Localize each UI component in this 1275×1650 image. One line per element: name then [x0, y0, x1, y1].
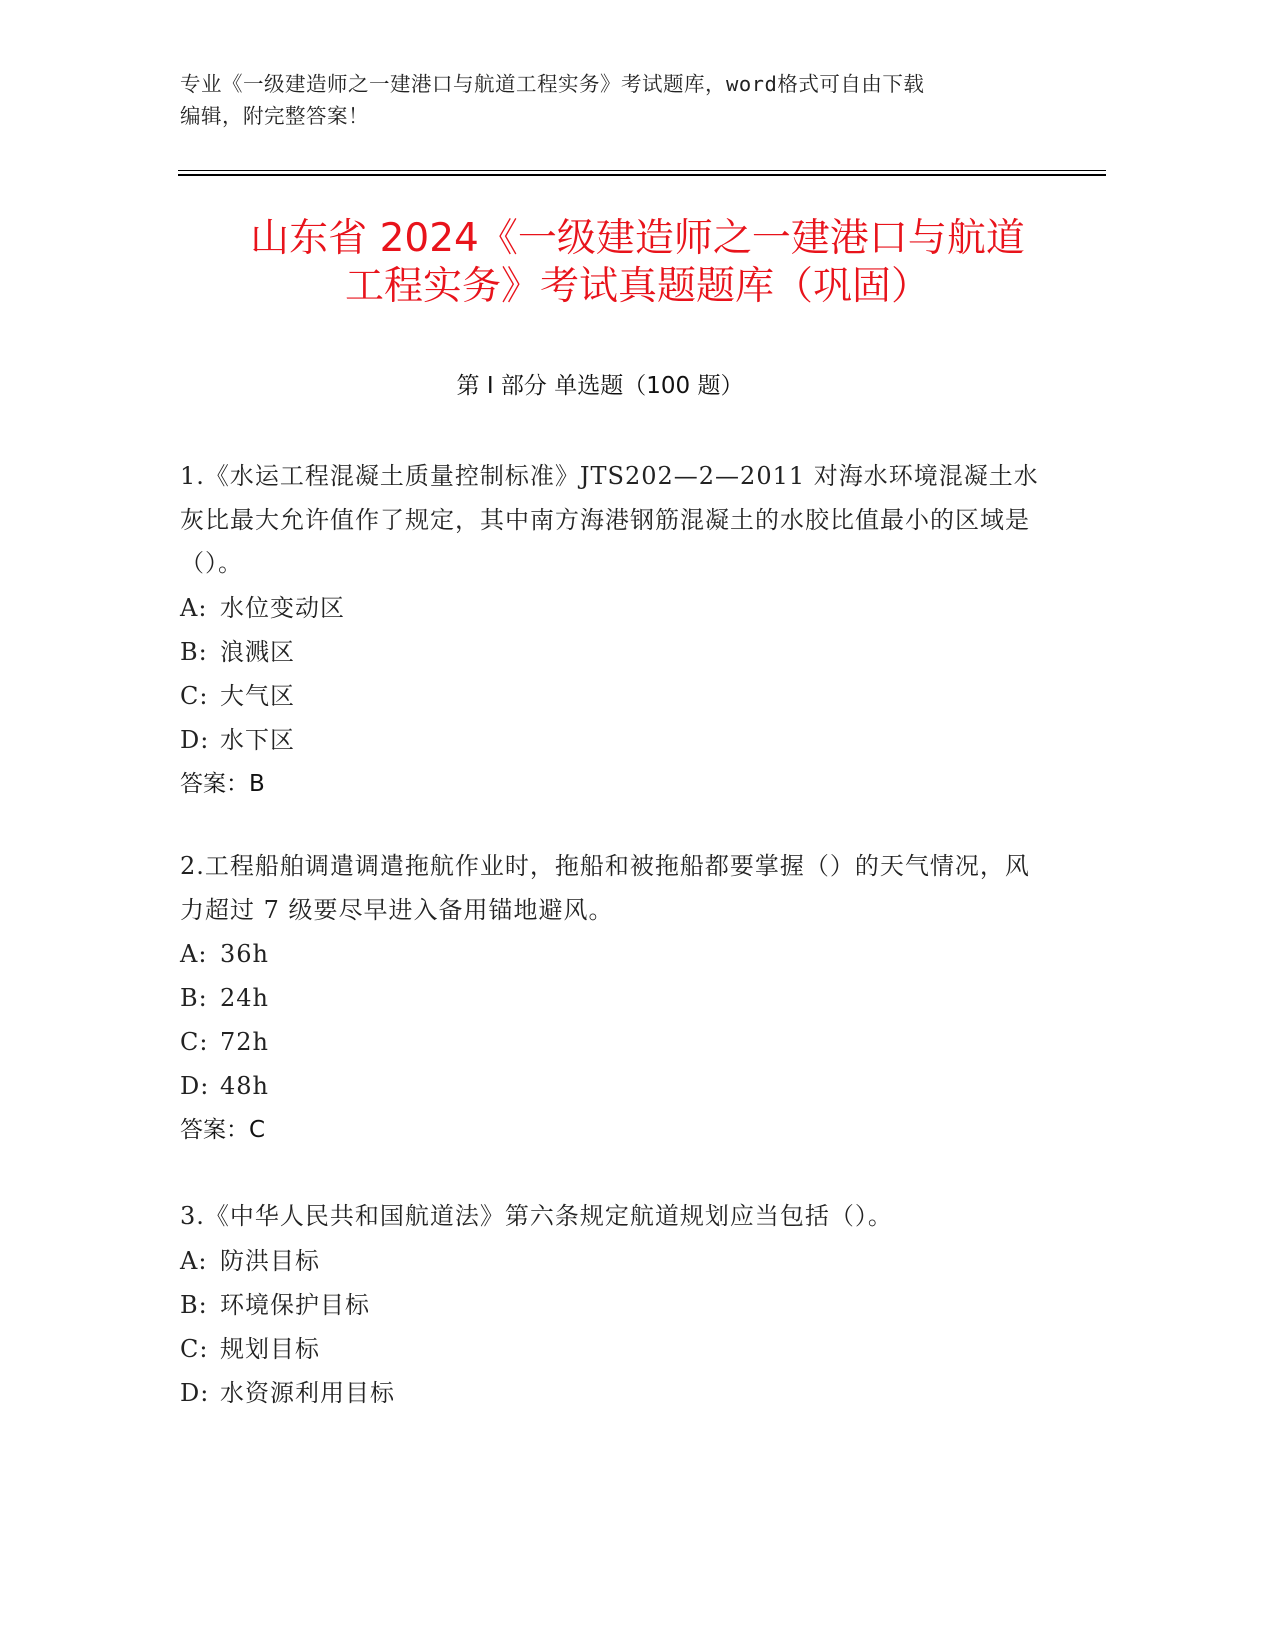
option-a: [180, 586, 1040, 630]
option-text: 浪溅区: [220, 637, 295, 666]
header-note-line-1: 专业《一级建造师之一建港口与航道工程实务》考试题库，word格式可自由下载: [180, 72, 925, 96]
document-title: [150, 215, 1125, 311]
answer-line: 答案：C: [180, 1117, 266, 1143]
option-text: 24h: [220, 984, 269, 1012]
option-text: 规划目标: [220, 1334, 320, 1363]
option-letter: B:: [180, 637, 208, 666]
option-text: 大气区: [220, 681, 295, 710]
option-text: 36h: [220, 940, 269, 968]
option-text: 水资源利用目标: [220, 1378, 395, 1407]
option-letter: C:: [180, 681, 209, 710]
option-letter: A:: [180, 940, 208, 968]
option-text: 防洪目标: [220, 1246, 320, 1275]
document-title-line-1: 山东省 2024《一级建造师之一建港口与航道: [250, 216, 1025, 261]
option-letter: A:: [180, 1246, 208, 1275]
question-stem: 3.《中华人民共和国航道法》第六条规定航道规划应当包括（）。: [180, 1202, 893, 1230]
option-c: [180, 1020, 1040, 1064]
option-text: 48h: [220, 1072, 269, 1100]
section-title: 第 I 部分 单选题（100 题）: [456, 373, 744, 399]
option-d: [180, 1371, 1040, 1415]
document-title-line-2: 工程实务》考试真题题库（巩固）: [344, 264, 930, 309]
header-divider-thick: [178, 174, 1106, 176]
question-block: [180, 1195, 1040, 1415]
option-letter: D:: [180, 1378, 210, 1407]
header-note-line-2: 编辑，附完整答案！: [180, 104, 369, 128]
option-letter: A:: [180, 593, 208, 622]
question-block: [180, 845, 1040, 1152]
option-b: [180, 1283, 1040, 1327]
option-text: 环境保护目标: [220, 1290, 370, 1319]
question-stem: 2.工程船舶调遣调遣拖航作业时，拖船和被拖船都要掌握（）的天气情况，风力超过 7 级要尽早进入备用锚地避风。: [180, 852, 1030, 924]
option-letter: C:: [180, 1334, 209, 1363]
option-letter: C:: [180, 1028, 209, 1056]
option-b: [180, 630, 1040, 674]
option-b: [180, 976, 1040, 1020]
option-c: [180, 1327, 1040, 1371]
option-text: 水下区: [220, 725, 295, 754]
option-letter: B:: [180, 1290, 208, 1319]
option-letter: D:: [180, 1072, 210, 1100]
answer-line: 答案：B: [180, 770, 265, 797]
option-letter: B:: [180, 984, 208, 1012]
option-letter: D:: [180, 725, 210, 754]
question-block: [180, 455, 1040, 806]
header-divider-thin: [178, 170, 1106, 171]
option-text: 水位变动区: [220, 593, 345, 622]
header-note: [180, 68, 1060, 132]
option-a: [180, 1239, 1040, 1283]
question-stem: 1.《水运工程混凝土质量控制标准》JTS202—2—2011 对海水环境混凝土水灰比最大允许值作了规定，其中南方海港钢筋混凝土的水胶比值最小的区域是（）。: [180, 462, 1039, 577]
option-c: [180, 674, 1040, 718]
option-d: [180, 1064, 1040, 1108]
option-d: [180, 718, 1040, 762]
option-a: [180, 932, 1040, 976]
option-text: 72h: [220, 1028, 269, 1056]
